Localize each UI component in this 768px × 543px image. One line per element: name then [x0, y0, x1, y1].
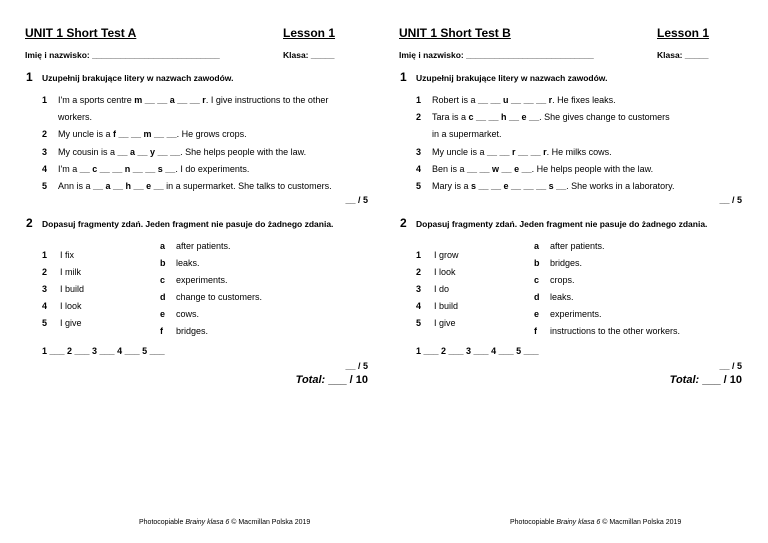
- match-right-item: after patients.: [550, 241, 605, 251]
- total-label: Total:: [295, 374, 326, 386]
- item-text-before: My cousin is a: [58, 147, 118, 157]
- class-field: Klasa: _____: [283, 50, 335, 60]
- match-right-letter: c: [160, 275, 166, 285]
- item-text-before: Mary is a: [432, 181, 472, 191]
- task-1-item: [432, 147, 612, 157]
- match-right-letter: f: [534, 326, 537, 336]
- task-1-item: [432, 164, 653, 174]
- match-right-item: instructions to the other workers.: [550, 326, 681, 336]
- task-1-item: [58, 147, 306, 157]
- lesson-label: Lesson 1: [657, 26, 710, 40]
- unit-title: UNIT 1 Short Test B: [399, 26, 511, 40]
- match-left-number: 5: [42, 318, 48, 328]
- match-right-letter: d: [534, 292, 540, 302]
- item-text-after: . She works in a laboratory.: [566, 181, 675, 191]
- short-test-a: [25, 0, 370, 543]
- item-blanks: __ __ u __ __ __ r: [478, 95, 553, 105]
- match-left-item: I build: [434, 301, 459, 311]
- item-blanks: m __ __ a __ __ r: [134, 95, 206, 105]
- task-1-item-number: 5: [42, 181, 48, 191]
- class-field: Klasa: _____: [657, 50, 709, 60]
- match-left-number: 1: [42, 250, 48, 260]
- match-right-item: bridges.: [176, 326, 209, 336]
- footer-book-title: Brainy klasa 6: [185, 519, 230, 526]
- match-right-item: change to customers.: [176, 292, 263, 302]
- task-1-item: [58, 95, 328, 105]
- item-text-before: My uncle is a: [432, 147, 488, 157]
- task-1-item-number: 1: [416, 95, 422, 105]
- item-blanks: f __ __ m __ __: [113, 129, 177, 139]
- footer-suffix: © Macmillan Polska 2019: [229, 519, 311, 526]
- item-blanks: c __ __ h __ e __: [468, 112, 540, 122]
- match-right-letter: e: [160, 309, 166, 319]
- item-text-after: . I give instructions to the other: [205, 95, 329, 105]
- item-blanks: __ __ r __ __ r: [487, 147, 547, 157]
- match-left-item: I milk: [60, 267, 81, 277]
- lesson-label: Lesson 1: [283, 26, 336, 40]
- match-right-letter: b: [160, 258, 166, 268]
- task-1-item: [58, 129, 247, 139]
- match-right-item: leaks.: [550, 292, 574, 302]
- match-left-item: I give: [434, 318, 456, 328]
- name-field: Imię i nazwisko: ___________________________: [399, 50, 594, 60]
- task-2-score: __ / 5: [719, 361, 742, 371]
- item-text-after: . He grows crops.: [176, 129, 247, 139]
- match-left-number: 2: [416, 267, 422, 277]
- total-score: [296, 374, 368, 386]
- item-blanks: __ c __ __ n __ __ s __: [79, 164, 176, 174]
- match-right-item: experiments.: [550, 309, 602, 319]
- match-left-item: I fix: [60, 250, 75, 260]
- item-text-before: I'm a sports centre: [58, 95, 135, 105]
- task-1-item-number: 5: [416, 181, 422, 191]
- match-left-number: 2: [42, 267, 48, 277]
- match-right-item: after patients.: [176, 241, 231, 251]
- item-text-after: . He fixes leaks.: [552, 95, 616, 105]
- task-1-number: 1: [400, 70, 407, 84]
- task-1-item-number: 2: [416, 112, 422, 122]
- task-1-item-number: 2: [42, 129, 48, 139]
- match-left-number: 1: [416, 250, 422, 260]
- match-right-letter: f: [160, 326, 163, 336]
- match-left-item: I look: [60, 301, 82, 311]
- item-text-before: Ann is a: [58, 181, 94, 191]
- task-1-item: [432, 95, 616, 105]
- unit-title: UNIT 1 Short Test A: [25, 26, 137, 40]
- item-blanks: s __ __ e __ __ __ s __: [471, 181, 567, 191]
- task-1-instruction: Uzupełnij brakujące litery w nazwach zawodów.: [416, 73, 608, 83]
- match-right-item: crops.: [550, 275, 575, 285]
- match-left-number: 4: [416, 301, 422, 311]
- footer-book-title: Brainy klasa 6: [556, 519, 601, 526]
- footer-copyright: [139, 519, 310, 526]
- task-1-item-number: 3: [42, 147, 48, 157]
- task-1-item-number: 1: [42, 95, 48, 105]
- item-blanks: __ __ w __ e __: [467, 164, 532, 174]
- task-1-item-number: 4: [416, 164, 422, 174]
- answer-line: 1 ___ 2 ___ 3 ___ 4 ___ 5 ___: [416, 346, 539, 356]
- task-2-instruction: Dopasuj fragmenty zdań. Jeden fragment nie pasuje do żadnego zdania.: [416, 219, 708, 229]
- match-left-item: I give: [60, 318, 82, 328]
- match-right-item: experiments.: [176, 275, 228, 285]
- answer-line: 1 ___ 2 ___ 3 ___ 4 ___ 5 ___: [42, 346, 165, 356]
- match-right-item: leaks.: [176, 258, 200, 268]
- task-1-item-continuation: in a supermarket.: [432, 129, 502, 139]
- match-right-letter: a: [160, 241, 166, 251]
- item-text-before: Tara is a: [432, 112, 469, 122]
- footer-copyright: [510, 519, 681, 526]
- task-1-item-number: 3: [416, 147, 422, 157]
- footer-suffix: © Macmillan Polska 2019: [600, 519, 682, 526]
- match-left-number: 4: [42, 301, 48, 311]
- task-2-score: __ / 5: [345, 361, 368, 371]
- match-right-letter: c: [534, 275, 540, 285]
- item-text-after: . She gives change to customers: [539, 112, 670, 122]
- task-1-number: 1: [26, 70, 33, 84]
- task-1-score: __ / 5: [719, 195, 742, 205]
- match-left-item: I build: [60, 284, 85, 294]
- match-right-letter: e: [534, 309, 540, 319]
- item-text-after: . He helps people with the law.: [531, 164, 654, 174]
- match-left-item: I look: [434, 267, 456, 277]
- match-left-number: 3: [416, 284, 422, 294]
- task-1-item-number: 4: [42, 164, 48, 174]
- total-label: Total:: [669, 374, 700, 386]
- total-value: ___ / 10: [699, 374, 742, 386]
- item-text-before: Robert is a: [432, 95, 479, 105]
- task-1-item: [432, 181, 675, 191]
- footer-prefix: Photocopiable: [510, 519, 557, 526]
- item-text-after: . She helps people with the law.: [180, 147, 307, 157]
- item-text-before: Ben is a: [432, 164, 468, 174]
- task-1-item-continuation: workers.: [58, 112, 93, 122]
- item-text-after: . I do experiments.: [175, 164, 250, 174]
- task-2-number: 2: [26, 216, 33, 230]
- match-right-letter: d: [160, 292, 166, 302]
- short-test-b: [399, 0, 744, 543]
- task-1-item: [58, 181, 332, 191]
- item-text-before: My uncle is a: [58, 129, 114, 139]
- task-2-number: 2: [400, 216, 407, 230]
- task-1-instruction: Uzupełnij brakujące litery w nazwach zawodów.: [42, 73, 234, 83]
- match-right-letter: b: [534, 258, 540, 268]
- match-left-number: 5: [416, 318, 422, 328]
- item-blanks: __ a __ y __ __: [117, 147, 181, 157]
- item-blanks: __ a __ h __ e __: [93, 181, 164, 191]
- item-text-after: . He milks cows.: [546, 147, 612, 157]
- match-right-letter: a: [534, 241, 540, 251]
- total-value: ___ / 10: [325, 374, 368, 386]
- match-right-item: cows.: [176, 309, 200, 319]
- total-score: [670, 374, 742, 386]
- task-1-score: __ / 5: [345, 195, 368, 205]
- name-field: Imię i nazwisko: ___________________________: [25, 50, 220, 60]
- match-left-item: I do: [434, 284, 450, 294]
- footer-prefix: Photocopiable: [139, 519, 186, 526]
- match-left-item: I grow: [434, 250, 459, 260]
- item-text-before: I'm a: [58, 164, 80, 174]
- match-right-item: bridges.: [550, 258, 583, 268]
- task-1-item: [58, 164, 249, 174]
- item-text-after: in a supermarket. She talks to customers.: [163, 181, 332, 191]
- task-2-instruction: Dopasuj fragmenty zdań. Jeden fragment nie pasuje do żadnego zdania.: [42, 219, 334, 229]
- task-1-item: [432, 112, 670, 122]
- match-left-number: 3: [42, 284, 48, 294]
